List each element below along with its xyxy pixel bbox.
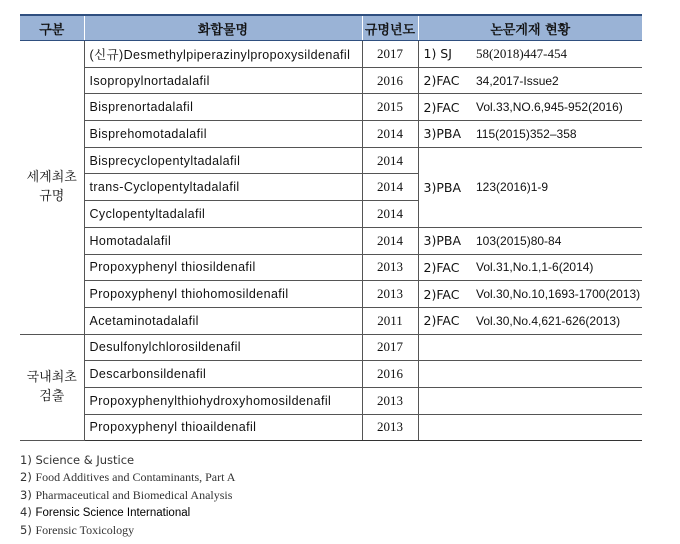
year-cell: 2013 [362, 281, 418, 308]
compound-name: (신규)Desmethylpiperazinylpropoxysildenafil [84, 41, 362, 68]
table-row [20, 361, 642, 388]
table-row [20, 307, 642, 334]
year-cell: 2014 [362, 121, 418, 148]
journal-ref: 3)PBA [418, 121, 468, 148]
group-label-domestic-first: 국내최초 검출 [20, 334, 84, 441]
footnote-number: 2) [20, 470, 32, 485]
table-row [20, 254, 642, 281]
table-row [20, 414, 642, 441]
table-row [20, 94, 642, 121]
footnote [20, 469, 235, 486]
year-cell: 2016 [362, 361, 418, 388]
year-cell: 2014 [362, 174, 418, 201]
footnote-number: 5) [20, 523, 32, 538]
citation: 103(2015)80-84 [468, 227, 642, 254]
journal-ref: 2)FAC [418, 67, 468, 94]
year-cell: 2014 [362, 201, 418, 228]
year-cell: 2013 [362, 387, 418, 414]
compound-name: Cyclopentyltadalafil [84, 201, 362, 228]
compound-name: Desulfonylchlorosildenafil [84, 334, 362, 361]
year-cell: 2016 [362, 67, 418, 94]
citation [468, 387, 642, 414]
table-row [20, 387, 642, 414]
compound-name: Bisprenortadalafil [84, 94, 362, 121]
journal-ref: 2)FAC [418, 307, 468, 334]
footnote-text: Science & Justice [35, 453, 135, 467]
footnote [20, 504, 235, 522]
journal-ref [418, 361, 468, 388]
year-cell: 2014 [362, 227, 418, 254]
year-cell: 2013 [362, 254, 418, 281]
citation: Vol.30,No.4,621-626(2013) [468, 307, 642, 334]
compound-name: Isopropylnortadalafil [84, 67, 362, 94]
journal-ref: 3)PBA [418, 147, 468, 227]
compound-name: Bisprecyclopentyltadalafil [84, 147, 362, 174]
footnote-text: Forensic Toxicology [35, 523, 135, 538]
table-row [20, 334, 642, 361]
journal-ref [418, 387, 468, 414]
table-row [20, 41, 642, 68]
journal-ref: 2)FAC [418, 94, 468, 121]
table-row [20, 147, 642, 174]
footnote [20, 487, 235, 504]
citation: Vol.31,No.1,1-6(2014) [468, 254, 642, 281]
year-cell: 2015 [362, 94, 418, 121]
citation [468, 414, 642, 441]
table-row [20, 67, 642, 94]
header-category: 구분 [20, 15, 84, 41]
journal-ref [418, 414, 468, 441]
footnote-number: 1) [20, 453, 32, 467]
compound-name: trans-Cyclopentyltadalafil [84, 174, 362, 201]
journal-ref: 1) SJ [418, 41, 468, 68]
citation: 115(2015)352–358 [468, 121, 642, 148]
header-publication: 논문게재 현황 [418, 15, 642, 41]
footnote-text: Forensic Science International [35, 506, 191, 519]
group-label-world-first: 세계최초 규명 [20, 41, 84, 335]
compound-name: Homotadalafil [84, 227, 362, 254]
compound-name: Bisprehomotadalafil [84, 121, 362, 148]
footnotes [20, 452, 235, 539]
compound-name: Descarbonsildenafil [84, 361, 362, 388]
footnote-text: Food Additives and Contaminants, Part A [35, 470, 236, 485]
journal-ref: 2)FAC [418, 254, 468, 281]
compound-name: Propoxyphenylthiohydroxyhomosildenafil [84, 387, 362, 414]
citation: 34,2017-Issue2 [468, 67, 642, 94]
year-cell: 2013 [362, 414, 418, 441]
compound-name: Propoxyphenyl thioaildenafil [84, 414, 362, 441]
journal-ref: 3)PBA [418, 227, 468, 254]
table-row [20, 281, 642, 308]
journal-ref: 2)FAC [418, 281, 468, 308]
year-cell: 2017 [362, 41, 418, 68]
footnote [20, 522, 235, 539]
compound-table [20, 14, 642, 441]
compound-name: Propoxyphenyl thiohomosildenafil [84, 281, 362, 308]
header-compound: 화합물명 [84, 15, 362, 41]
journal-ref [418, 334, 468, 361]
citation: 123(2016)1-9 [468, 147, 642, 227]
citation: 58(2018)447-454 [468, 41, 642, 68]
table-header-row [20, 15, 642, 41]
footnote [20, 452, 235, 469]
citation [468, 334, 642, 361]
year-cell: 2017 [362, 334, 418, 361]
citation [468, 361, 642, 388]
year-cell: 2014 [362, 147, 418, 174]
compound-name: Acetaminotadalafil [84, 307, 362, 334]
footnote-text: Pharmaceutical and Biomedical Analysis [35, 487, 233, 502]
citation: Vol.30,No.10,1693-1700(2013) [468, 281, 642, 308]
table-row [20, 227, 642, 254]
footnote-number: 3) [20, 487, 32, 502]
compound-name: Propoxyphenyl thiosildenafil [84, 254, 362, 281]
footnote-number: 4) [20, 504, 32, 519]
header-year: 규명년도 [362, 15, 418, 41]
citation: Vol.33,NO.6,945-952(2016) [468, 94, 642, 121]
year-cell: 2011 [362, 307, 418, 334]
table-row [20, 121, 642, 148]
